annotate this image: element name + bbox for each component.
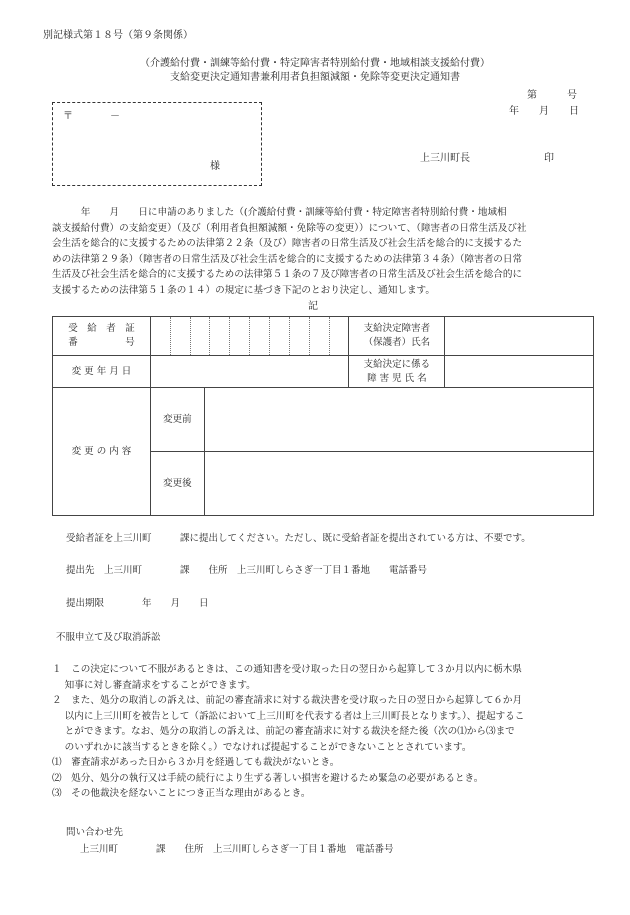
body-paragraph — [52, 205, 592, 299]
appeal-notice — [52, 662, 524, 802]
submit-to: 提出先 上三川町 課 住所 上三川町しらさぎ一丁目１番地 電話番号 — [66, 565, 428, 576]
subtitle-line-1: （介護給付費・訓練等給付費・特定障害者特別給付費・地域相談支援給付費） — [140, 58, 490, 69]
digit-cell — [250, 317, 270, 355]
subtitle-line-2: 支給変更決定通知書兼利用者負担額減額・免除等変更決定通知書 — [170, 72, 460, 83]
body-line: 支援するための法律第５１条の１４）の規定に基づき下記のとおり決定し、通知します。 — [52, 284, 435, 296]
digit-cell — [210, 317, 230, 355]
recipient-number-cells — [150, 317, 349, 356]
inquiry-heading: 問い合わせ先 — [66, 827, 124, 838]
address-box — [52, 102, 262, 186]
addressee-sama: 様 — [210, 161, 220, 172]
submit-deadline: 提出期限 年 月 日 — [66, 598, 209, 609]
body-line: 談支援給付費）の支給変更）（及び（利用者負担額減額・免除等の変更））について、（障害者の日常生活及び社 — [52, 222, 527, 234]
submit-note: 受給者証を上三川町 課に提出してください。ただし、既に受給者証を提出されている方は、不要です。 — [66, 533, 531, 544]
child-name-label-line: 障 害 児 氏 名 — [367, 372, 427, 384]
body-line: めの法律第２９条）（障害者の日常生活及び社会生活を総合的に支援するための法律第３４条）（障害者の日常 — [52, 253, 523, 265]
ki-heading: 記 — [308, 301, 318, 312]
recipient-number-label-line: 受 給 者 証 — [68, 323, 135, 334]
change-content-label: 変 更 の 内 容 — [53, 388, 151, 516]
appeal-line: ⑴ 審査請求があった日から３か月を経過しても裁決がないとき。 — [52, 757, 340, 768]
digit-cell — [230, 317, 250, 355]
before-label: 変更前 — [150, 388, 204, 452]
beneficiary-label-line: 支給決定障害者 — [363, 323, 431, 334]
before-value — [204, 388, 593, 452]
appeal-line: ⑶ その他裁決を経ないことにつき正当な理由があるとき。 — [52, 788, 311, 799]
digit-cell — [270, 317, 290, 355]
beneficiary-label-line: （保護者）氏名 — [363, 337, 431, 348]
digit-cell — [171, 317, 191, 355]
child-name-value — [445, 356, 594, 388]
child-name-label — [349, 356, 445, 388]
appeal-line: ⑵ 処分、処分の執行又は手続の続行により生ずる著しい損害を避けるため緊急の必要があるとき。 — [52, 772, 484, 784]
postal-dash: － — [110, 111, 120, 122]
issue-date: 年 月 日 — [509, 106, 579, 117]
body-line: 生活及び社会生活を総合的に支援するための法律第５１条の７及び障害者の日常生活及び社会生活を総合的に — [52, 269, 523, 281]
appeal-heading: 不服申立て及び取消訴訟 — [56, 632, 161, 643]
recipient-number-label-line: 番 号 — [68, 337, 135, 348]
decision-table — [52, 316, 594, 516]
digit-cell — [151, 317, 171, 355]
appeal-line: のいずれかに該当するときを除く。）でなければ提起することができないこととされています。 — [52, 741, 472, 753]
change-date-label: 変 更 年 月 日 — [53, 356, 151, 388]
digit-cell — [290, 317, 310, 355]
document-number: 第 号 — [527, 90, 577, 101]
digit-cell — [310, 317, 330, 355]
beneficiary-label — [349, 317, 445, 356]
change-date-value — [150, 356, 349, 388]
appeal-line: １ この決定について不服があるときは、この通知書を受け取った日の翌日から起算して３か月以内に栃木県 — [52, 664, 522, 675]
body-line: 会生活を総合的に支援するための法律第２２条（及び）障害者の日常生活及び社会生活を総合的に支援するた — [52, 238, 523, 250]
child-name-label-line: 支給決定に係る — [363, 358, 431, 370]
beneficiary-value — [445, 317, 594, 356]
after-value — [204, 452, 593, 516]
issuer-seal: 印 — [544, 153, 554, 164]
inquiry-line: 上三川町 課 住所 上三川町しらさぎ一丁目１番地 電話番号 — [80, 844, 394, 855]
appeal-line: 以内に上三川町を被告として（訴訟において上三川町を代表する者は上三川町長となります。）、提起するこ — [52, 710, 525, 722]
appeal-line: とができます。なお、処分の取消しの訴えは、前記の審査請求に対する裁決を経た後（次の⑴から⑶まで — [52, 726, 515, 737]
digit-cell — [191, 317, 211, 355]
recipient-number-label — [53, 317, 151, 356]
postal-mark: 〒 — [63, 111, 73, 122]
after-label: 変更後 — [150, 452, 204, 516]
appeal-line: 知事に対し審査請求をすることができます。 — [52, 679, 256, 691]
issuer-name: 上三川町長 — [420, 153, 470, 164]
body-line: 年 月 日に申請のありました（(介護給付費・訓練等給付費・特定障害者特別給付費・地域相 — [52, 207, 507, 218]
digit-cell — [330, 317, 349, 355]
form-number: 別記様式第１８号（第９条関係） — [43, 30, 193, 41]
appeal-line: ２ また、処分の取消しの訴えは、前記の審査請求に対する裁決書を受け取った日の翌日から起算して６か月 — [52, 695, 523, 706]
